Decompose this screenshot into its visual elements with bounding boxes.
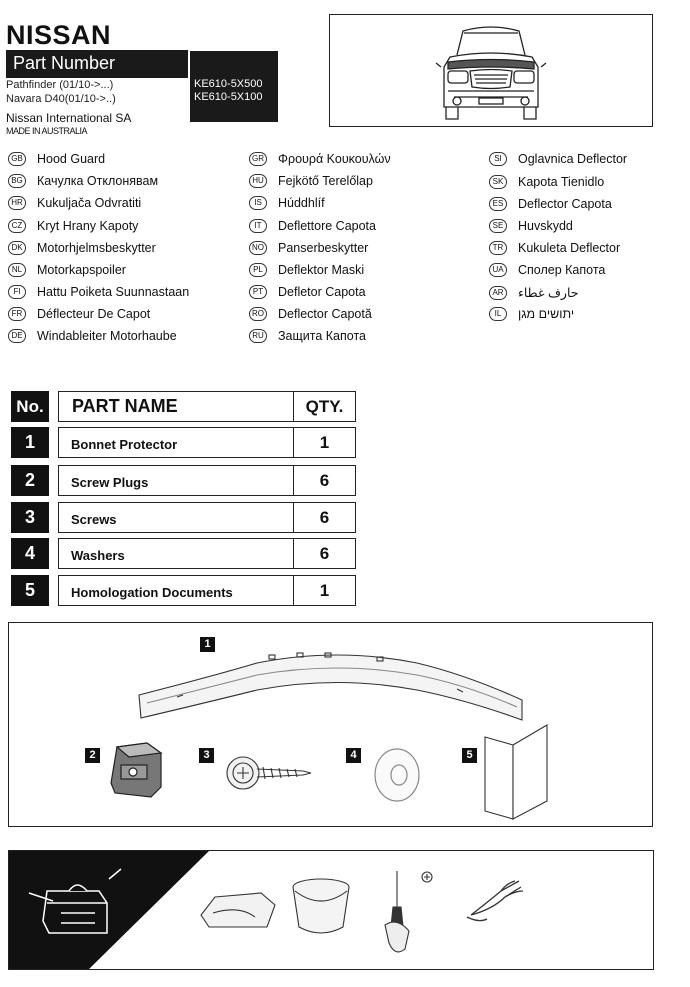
row-qty: 6 — [293, 465, 356, 496]
pliers-icon — [467, 881, 523, 921]
bonnet-protector-icon — [137, 645, 527, 730]
flag-code-hr: HR — [8, 196, 26, 210]
lang-item-ar — [489, 285, 578, 301]
screw-icon — [223, 741, 313, 805]
lang-text-ua: Сполер Капота — [518, 263, 606, 277]
row-part-name: Screw Plugs — [58, 465, 294, 496]
flag-code-pl: PL — [249, 263, 267, 277]
flag-code-ru: RU — [249, 329, 267, 343]
lang-item-sk — [489, 175, 604, 190]
lang-text-no: Panserbeskytter — [278, 241, 369, 255]
lang-item-se — [489, 219, 573, 234]
model-pathfinder: Pathfinder (01/10->...) — [6, 79, 114, 91]
flag-code-pt: PT — [249, 285, 267, 299]
flag-code-is: IS — [249, 196, 267, 210]
lang-item-no — [249, 241, 368, 256]
flag-code-bg: BG — [8, 174, 26, 188]
lang-text-si: Oglavnica Deflector — [518, 152, 628, 166]
lang-text-se: Huvskydd — [518, 219, 573, 233]
tools-corner-fill — [9, 851, 209, 970]
flag-code-cz: CZ — [8, 219, 26, 233]
lang-item-fr — [8, 307, 150, 322]
lang-item-il — [489, 307, 574, 322]
flag-code-nl: NL — [8, 263, 26, 277]
lang-item-gr — [249, 152, 391, 167]
lang-item-nl — [8, 263, 126, 278]
part-number-2: KE610-5X100 — [194, 91, 263, 103]
lang-item-ru — [249, 329, 366, 344]
lang-text-de: Windableiter Motorhaube — [37, 329, 177, 343]
made-in: MADE IN AUSTRALIA — [6, 126, 88, 136]
brand-logo: NISSAN — [6, 20, 112, 50]
lang-text-dk: Motorhjelmsbeskytter — [37, 241, 156, 255]
flag-code-sk: SK — [489, 175, 507, 189]
header-no: No. — [11, 391, 49, 422]
lang-text-hr: Kukuljača Odvratiti — [37, 196, 142, 210]
lang-item-bg — [8, 174, 158, 189]
row-qty: 1 — [293, 427, 356, 458]
flag-code-fr: FR — [8, 307, 26, 321]
maker-name: Nissan International SA — [6, 111, 132, 125]
part-number-label: Part Number — [6, 50, 188, 78]
lang-item-hu — [249, 174, 373, 189]
lang-item-pl — [249, 263, 364, 278]
lang-text-it: Deflettore Capota — [278, 219, 376, 233]
flag-code-tr: TR — [489, 241, 507, 255]
flag-code-de: DE — [8, 329, 26, 343]
lang-text-pl: Deflektor Maski — [278, 263, 365, 277]
washer-icon — [371, 741, 427, 807]
part-number-1: KE610-5X500 — [194, 78, 263, 90]
diagram-tag-5: 5 — [462, 748, 477, 763]
lang-text-ro: Deflector Capotă — [278, 307, 372, 321]
lang-item-is — [249, 196, 325, 211]
parts-diagram — [8, 622, 653, 827]
lang-text-il: יתושים מגן — [518, 307, 575, 321]
flag-code-si: SI — [489, 152, 507, 166]
flag-code-es: ES — [489, 197, 507, 211]
flag-code-hu: HU — [249, 174, 267, 188]
lang-item-es — [489, 197, 612, 212]
lang-item-de — [8, 329, 177, 344]
lang-text-sk: Kapota Tienidlo — [518, 175, 605, 189]
row-qty: 6 — [293, 538, 356, 569]
lang-text-gr: Φρουρά Κουκουλών — [278, 152, 391, 166]
lang-item-cz — [8, 219, 138, 234]
lang-text-ar: حارف غطاء — [518, 286, 579, 300]
row-part-name: Homologation Documents — [58, 575, 294, 606]
lang-text-fr: Déflecteur De Capot — [37, 307, 151, 321]
flag-code-se: SE — [489, 219, 507, 233]
row-part-name: Washers — [58, 538, 294, 569]
row-qty: 6 — [293, 502, 356, 533]
diagram-tag-2: 2 — [85, 748, 100, 763]
flag-code-it: IT — [249, 219, 267, 233]
truck-front-icon — [330, 15, 652, 126]
row-no: 3 — [11, 502, 49, 533]
screwdriver-icon — [385, 871, 432, 952]
row-no: 4 — [11, 538, 49, 569]
lang-text-ru: Защита Капота — [278, 329, 366, 343]
lang-item-gb — [8, 152, 105, 167]
lang-item-dk — [8, 241, 156, 256]
lang-text-bg: Качулка Отклонявам — [37, 174, 159, 188]
lang-item-ua — [489, 263, 605, 278]
lang-text-es: Deflector Capota — [518, 197, 612, 211]
diagram-tag-4: 4 — [346, 748, 361, 763]
row-qty: 1 — [293, 575, 356, 606]
lang-item-hr — [8, 196, 141, 211]
diagram-tag-3: 3 — [199, 748, 214, 763]
lang-item-si — [489, 152, 627, 167]
bucket-icon — [293, 879, 349, 933]
screw-plug-icon — [107, 739, 165, 803]
lang-item-ro — [249, 307, 372, 322]
lang-item-it — [249, 219, 376, 234]
flag-code-dk: DK — [8, 241, 26, 255]
lang-text-tr: Kukuleta Deflector — [518, 241, 621, 255]
lang-text-fi: Hattu Poiketa Suunnastaan — [37, 285, 190, 299]
lang-text-gb: Hood Guard — [37, 152, 106, 166]
lang-text-nl: Motorkapspoiler — [37, 263, 126, 277]
lang-text-hu: Fejkötő Terelőlap — [278, 174, 373, 188]
required-tools-panel — [8, 850, 654, 970]
lang-text-cz: Kryt Hrany Kapoty — [37, 219, 139, 233]
lang-item-tr — [489, 241, 620, 256]
lang-item-fi — [8, 285, 189, 300]
document-icon — [483, 721, 551, 821]
flag-code-ua: UA — [489, 263, 507, 277]
tools-illustration — [9, 851, 654, 970]
flag-code-gr: GR — [249, 152, 267, 166]
diagram-tag-1: 1 — [200, 637, 215, 652]
lang-item-pt — [249, 285, 366, 300]
row-no: 2 — [11, 465, 49, 496]
flag-code-fi: FI — [8, 285, 26, 299]
model-navara: Navara D40(01/10->..) — [6, 93, 116, 105]
row-no: 1 — [11, 427, 49, 458]
row-part-name: Screws — [58, 502, 294, 533]
flag-code-il: IL — [489, 307, 507, 321]
flag-code-gb: GB — [8, 152, 26, 166]
lang-text-is: Húddhlíf — [278, 196, 325, 210]
lang-text-pt: Defletor Capota — [278, 285, 366, 299]
header-qty: QTY. — [293, 391, 356, 422]
flag-code-ar: AR — [489, 286, 507, 300]
cloth-icon — [201, 893, 275, 927]
row-part-name: Bonnet Protector — [58, 427, 294, 458]
vehicle-illustration-frame — [329, 14, 653, 127]
flag-code-no: NO — [249, 241, 267, 255]
flag-code-ro: RO — [249, 307, 267, 321]
part-number-box — [190, 51, 278, 122]
header-part-name: PART NAME — [58, 391, 294, 422]
row-no: 5 — [11, 575, 49, 606]
